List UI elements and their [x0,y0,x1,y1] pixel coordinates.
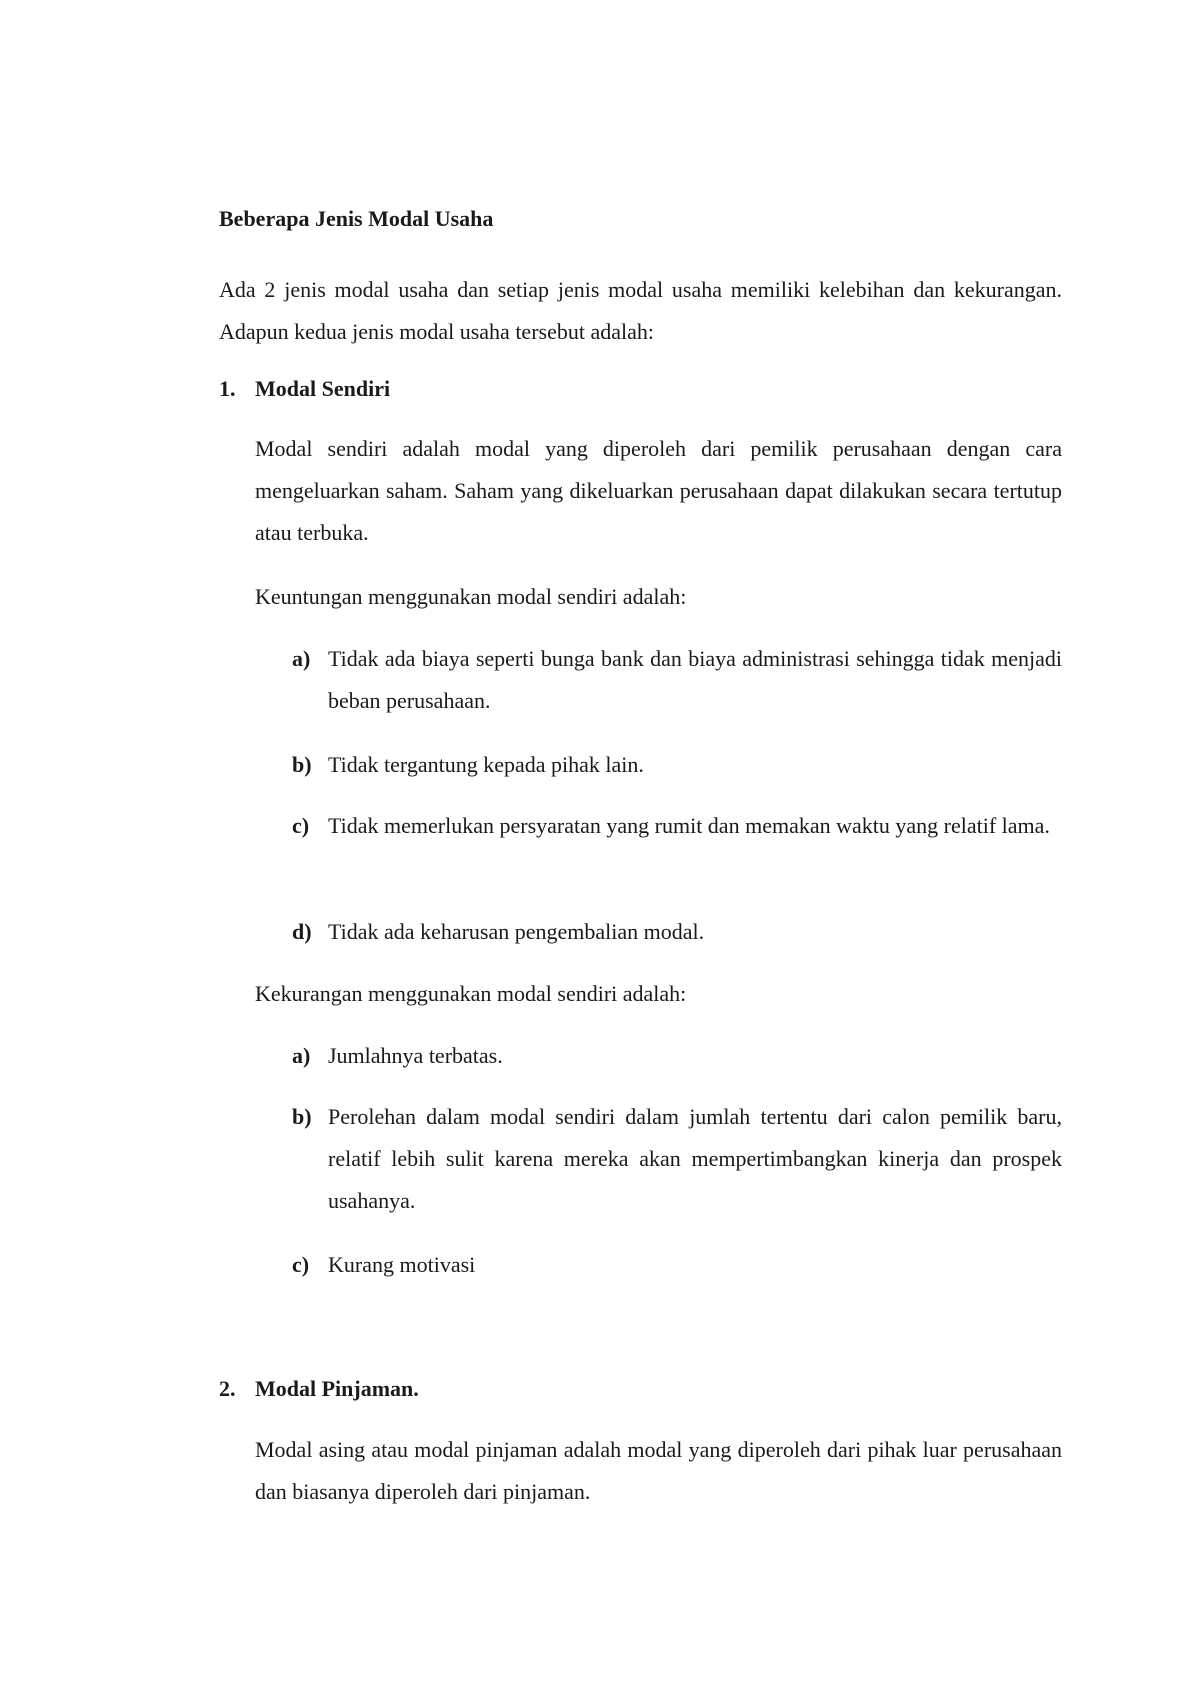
advantage-item: Tidak tergantung kepada pihak lain. [328,752,644,777]
advantage-marker: b) [292,752,312,777]
advantage-item: Tidak ada keharusan pengembalian modal. [328,919,705,944]
section-2-description: Modal asing atau modal pinjaman adalah modal yang diperoleh dari pihak luar perusahaan dan biasanya diperoleh dari pinjaman. [255,1437,1062,1504]
disadvantage-item: Perolehan dalam modal sendiri dalam jumlah tertentu dari calon pemilik baru, relatif lebih sulit karena mereka akan mempertimbangkan kinerja dan prospek usahanya. [328,1104,1062,1213]
advantage-item: Tidak ada biaya seperti bunga bank dan biaya administrasi sehingga tidak menjadi beban perusahaan. [328,646,1062,713]
disadvantage-item: Jumlahnya terbatas. [328,1043,503,1068]
disadvantage-marker: a) [292,1043,311,1068]
advantage-marker: d) [292,919,312,944]
advantage-marker: c) [292,813,310,838]
section-1-description: Modal sendiri adalah modal yang diperoleh dari pemilik perusahaan dengan cara mengeluarkan saham. Saham yang dikeluarkan perusahaan dapat dilakukan secara tertutup atau terbuka. [255,436,1062,545]
intro-paragraph: Ada 2 jenis modal usaha dan setiap jenis modal usaha memiliki kelebihan dan kekurangan. Adapun kedua jenis modal usaha tersebut adalah: [219,277,1062,344]
advantage-item: Tidak memerlukan persyaratan yang rumit dan memakan waktu yang relatif lama. [328,813,1050,838]
advantage-marker: a) [292,646,311,671]
disadvantage-marker: b) [292,1104,312,1129]
disadvantage-item: Kurang motivasi [328,1252,476,1277]
disadvantages-intro: Kekurangan menggunakan modal sendiri adalah: [255,981,687,1006]
section-2-number: 2. [219,1376,236,1401]
document-title: Beberapa Jenis Modal Usaha [219,206,494,231]
disadvantage-marker: c) [292,1252,310,1277]
section-1-heading: Modal Sendiri [255,376,391,401]
section-1-number: 1. [219,376,236,401]
section-2-heading: Modal Pinjaman. [255,1376,419,1401]
advantages-intro: Keuntungan menggunakan modal sendiri adalah: [255,584,687,609]
